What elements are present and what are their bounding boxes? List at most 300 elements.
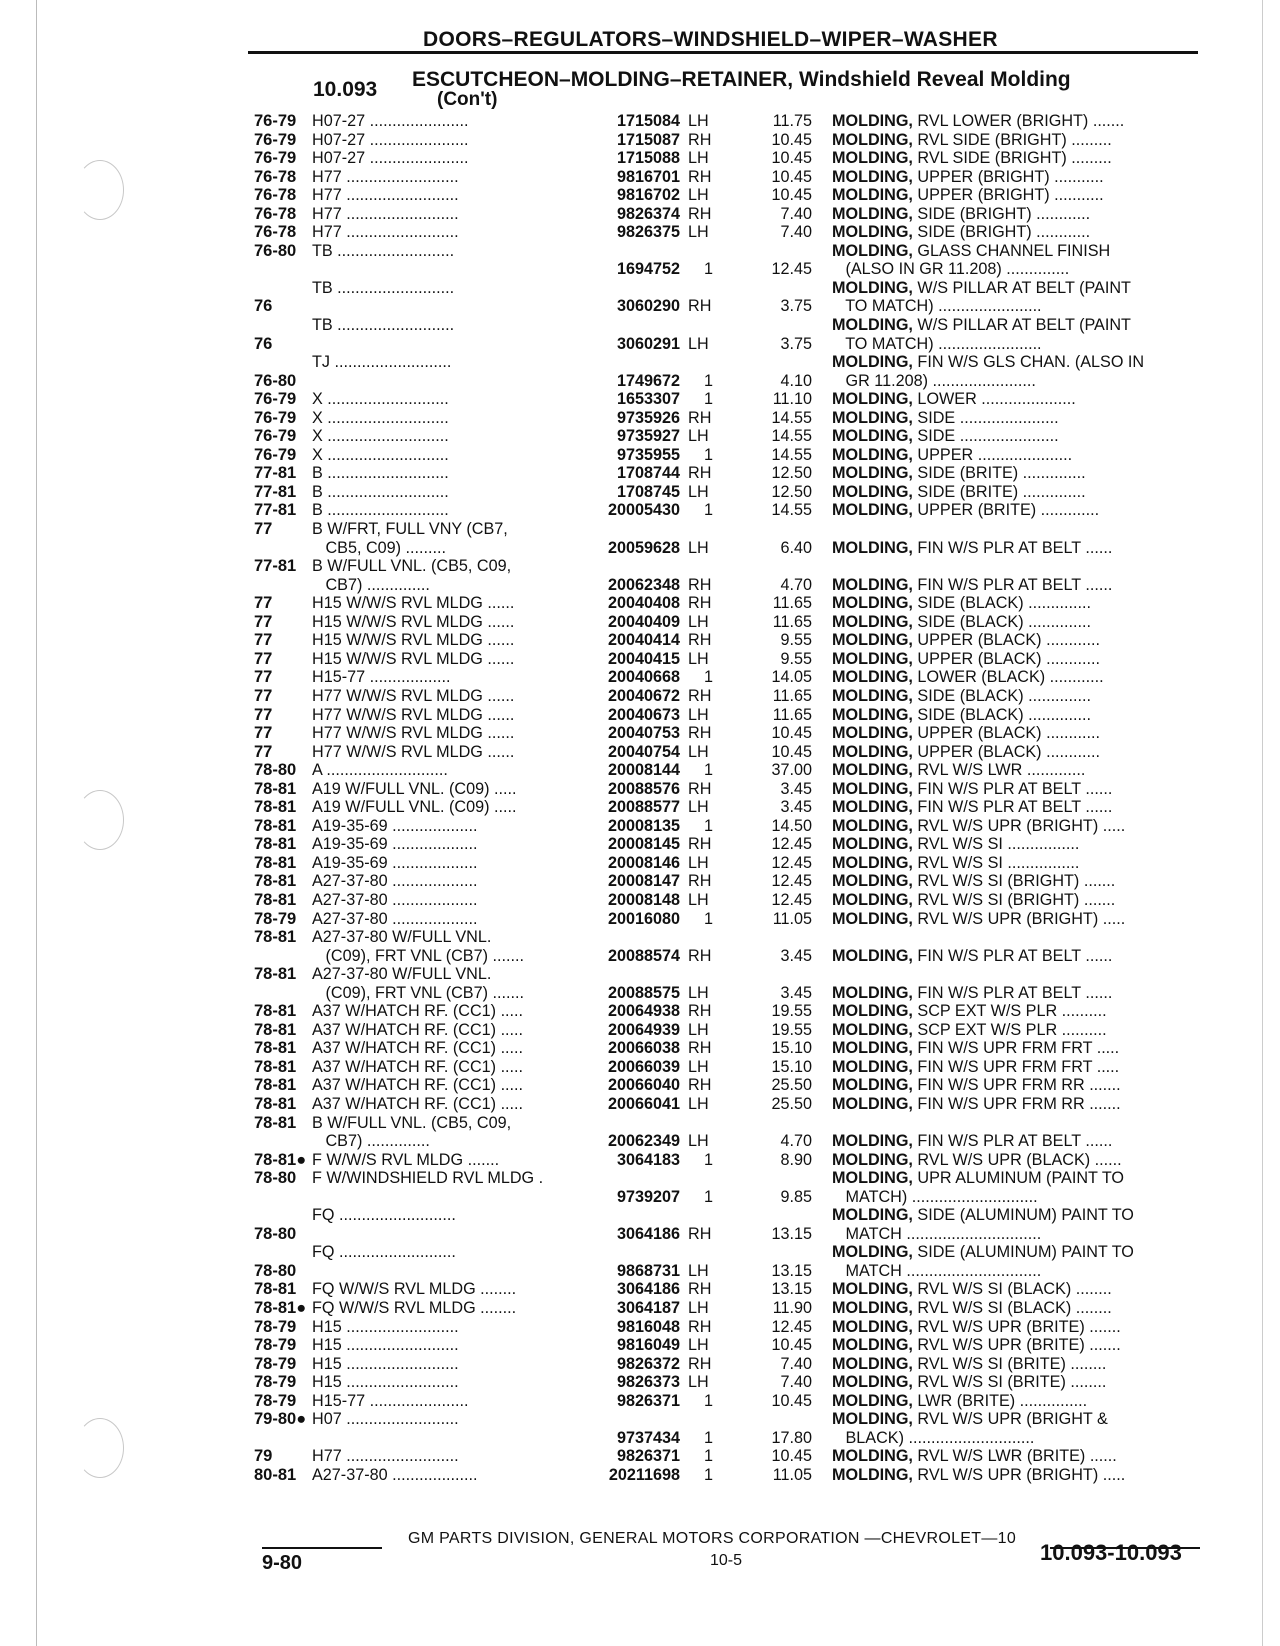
model-code: A27-37-80 ................... xyxy=(312,872,478,891)
part-number: 3060290 xyxy=(616,297,680,316)
quantity-side: LH xyxy=(688,853,709,872)
model-code: H15 ......................... xyxy=(312,1336,459,1355)
description: MOLDING, UPPER ..................... xyxy=(832,445,1073,464)
footer-section-range: 10.093-10.093 xyxy=(1040,1540,1182,1565)
model-code: B W/FRT, FULL VNY (CB7, CB5, C09) ......... xyxy=(312,520,508,557)
description: MOLDING, RVL LOWER (BRIGHT) ....... xyxy=(832,112,1125,130)
table-row xyxy=(0,1243,1280,1280)
part-number: 1708744 xyxy=(616,464,680,483)
header-rule xyxy=(248,51,1198,54)
model-year: 78-81 xyxy=(254,890,297,909)
model-code: H15 W/W/S RVL MLDG ...... xyxy=(312,649,515,668)
description: MOLDING, RVL W/S SI (BLACK) ........ xyxy=(832,1299,1112,1317)
model-year: 77 xyxy=(254,705,273,724)
model-year: 77 xyxy=(254,668,273,687)
description: MOLDING, FIN W/S PLR AT BELT ...... xyxy=(832,983,1113,1002)
description: MOLDING, SIDE ...................... xyxy=(832,427,1059,446)
table-row xyxy=(0,1151,1280,1170)
table-row xyxy=(0,780,1280,799)
price: 7.40 xyxy=(780,204,812,223)
price: 12.45 xyxy=(771,853,812,872)
price: 15.10 xyxy=(771,1039,812,1058)
price: 14.05 xyxy=(771,668,812,687)
part-number: 20064938 xyxy=(607,1002,680,1021)
quantity-side: 1 xyxy=(704,1447,714,1466)
price: 11.65 xyxy=(772,705,812,724)
model-year: 79-80● xyxy=(254,1410,307,1429)
table-row xyxy=(0,483,1280,502)
price: 11.05 xyxy=(772,1465,812,1484)
quantity-side: 1 xyxy=(704,1428,714,1447)
part-number: 9868731 xyxy=(616,1261,680,1280)
model-code: H07-27 ...................... xyxy=(312,130,469,149)
part-number: 9816701 xyxy=(616,167,680,186)
model-year: 78-81 xyxy=(254,965,297,984)
model-code: X ........................... xyxy=(312,390,449,409)
description: MOLDING, GLASS CHANNEL FINISH (ALSO IN GR 11.208) .............. xyxy=(832,241,1111,279)
table-row xyxy=(0,835,1280,854)
price: 3.75 xyxy=(780,334,812,353)
quantity-side: LH xyxy=(688,223,709,242)
part-number: 20016080 xyxy=(607,909,680,928)
quantity-side: RH xyxy=(688,204,712,223)
model-code: H77 ......................... xyxy=(312,167,459,186)
model-year: 78-80 xyxy=(254,1224,297,1243)
part-number: 9826371 xyxy=(616,1447,680,1466)
quantity-side: LH xyxy=(688,1373,709,1392)
table-row xyxy=(0,1410,1280,1447)
quantity-side: LH xyxy=(688,1261,709,1280)
price: 12.45 xyxy=(771,1317,812,1336)
part-number: 20040414 xyxy=(607,631,680,650)
model-year: 76-78 xyxy=(254,167,297,186)
model-code: H07-27 ...................... xyxy=(312,112,469,130)
table-row xyxy=(0,501,1280,520)
model-code: H77 W/W/S RVL MLDG ...... xyxy=(312,742,515,761)
table-row xyxy=(0,650,1280,669)
quantity-side: RH xyxy=(688,167,712,186)
model-year: 77-81 xyxy=(254,557,297,576)
model-code: A19-35-69 ................... xyxy=(312,816,478,835)
price: 13.15 xyxy=(771,1280,812,1299)
model-code: H07-27 ...................... xyxy=(312,149,469,168)
table-row xyxy=(0,1392,1280,1411)
quantity-side: RH xyxy=(688,130,712,149)
quantity-side: RH xyxy=(688,946,712,965)
part-number: 3064186 xyxy=(616,1280,680,1299)
model-year: 78-81 xyxy=(254,1076,297,1095)
description: MOLDING, RVL W/S LWR ............. xyxy=(832,761,1086,780)
table-row xyxy=(0,631,1280,650)
model-year: 78-81 xyxy=(254,1002,297,1021)
description: MOLDING, RVL W/S SI (BRIGHT) ....... xyxy=(832,872,1116,891)
part-number: 3060291 xyxy=(616,334,680,353)
model-year: 76-79 xyxy=(254,390,297,409)
model-code: A ........................... xyxy=(312,761,448,780)
model-code: X ........................... xyxy=(312,445,449,464)
price: 11.65 xyxy=(772,594,812,613)
part-number: 20040673 xyxy=(607,705,680,724)
part-number: 9816049 xyxy=(616,1336,680,1355)
model-year: 76-78 xyxy=(254,204,297,223)
model-year: 78-79 xyxy=(254,1354,297,1373)
model-year: 78-81 xyxy=(254,779,297,798)
model-year: 76-80 xyxy=(254,241,297,260)
quantity-side: RH xyxy=(688,1002,712,1021)
table-row xyxy=(0,613,1280,632)
part-number: 20008135 xyxy=(607,816,680,835)
quantity-side: LH xyxy=(688,427,709,446)
model-code: A27-37-80 W/FULL VNL. (C09), FRT VNL (CB7) ....... xyxy=(312,928,524,965)
section-number: 10.093 xyxy=(313,78,378,101)
part-number: 20008144 xyxy=(607,761,680,780)
price: 10.45 xyxy=(771,742,812,761)
model-code: A19-35-69 ................... xyxy=(312,853,478,872)
table-row xyxy=(0,1299,1280,1318)
table-row xyxy=(0,390,1280,409)
price: 3.75 xyxy=(780,297,812,316)
part-number: 20008146 xyxy=(607,853,680,872)
model-code: H15 W/W/S RVL MLDG ...... xyxy=(312,594,515,613)
table-row xyxy=(0,168,1280,187)
price: 37.00 xyxy=(771,761,812,780)
description: MOLDING, W/S PILLAR AT BELT (PAINT TO MATCH) ....................... xyxy=(832,278,1131,316)
price: 14.55 xyxy=(771,427,812,446)
model-code: F W/WINDSHIELD RVL MLDG . xyxy=(312,1169,544,1188)
quantity-side: RH xyxy=(688,408,712,427)
part-number: 1715088 xyxy=(616,149,680,168)
model-year: 76-79 xyxy=(254,445,297,464)
table-row xyxy=(0,798,1280,817)
price: 12.50 xyxy=(771,464,812,483)
model-year: 76-79 xyxy=(254,149,297,168)
table-row xyxy=(0,316,1280,353)
model-code: H77 W/W/S RVL MLDG ...... xyxy=(312,705,515,724)
footer-corporation: GM PARTS DIVISION, GENERAL MOTORS CORPORATION —CHEVROLET—10 xyxy=(408,1530,1017,1547)
price: 6.40 xyxy=(780,538,812,557)
description: MOLDING, SCP EXT W/S PLR .......... xyxy=(832,1020,1107,1039)
price: 3.45 xyxy=(780,798,812,817)
quantity-side: LH xyxy=(688,538,709,557)
price: 11.65 xyxy=(772,612,812,631)
quantity-side: RH xyxy=(688,594,712,613)
part-number: 20008148 xyxy=(607,890,680,909)
part-number: 20008145 xyxy=(607,835,680,854)
quantity-side: 1 xyxy=(704,390,714,409)
price: 15.10 xyxy=(771,1057,812,1076)
model-code: A19-35-69 ................... xyxy=(312,835,478,854)
table-row xyxy=(0,1058,1280,1077)
model-year: 78-81 xyxy=(254,798,297,817)
price: 11.90 xyxy=(772,1299,812,1317)
table-row xyxy=(0,1169,1280,1206)
part-number: 20066039 xyxy=(607,1057,680,1076)
part-number: 1694752 xyxy=(616,260,680,279)
quantity-side: LH xyxy=(688,798,709,817)
description: MOLDING, FIN W/S UPR FRM FRT ..... xyxy=(832,1057,1120,1076)
table-row xyxy=(0,279,1280,316)
part-number: 20059628 xyxy=(607,538,680,557)
model-year: 77 xyxy=(254,520,273,539)
part-number: 9826373 xyxy=(616,1373,680,1392)
description: MOLDING, W/S PILLAR AT BELT (PAINT TO MATCH) ....................... xyxy=(832,316,1131,353)
model-code: H77 ......................... xyxy=(312,223,459,242)
description: MOLDING, SIDE (BRITE) .............. xyxy=(832,482,1086,501)
part-number: 20066038 xyxy=(607,1039,680,1058)
price: 12.50 xyxy=(771,482,812,501)
quantity-side: RH xyxy=(688,779,712,798)
table-row xyxy=(0,427,1280,446)
part-number: 20088576 xyxy=(607,779,680,798)
table-row xyxy=(0,520,1280,557)
quantity-side: RH xyxy=(688,1354,712,1373)
part-number: 1715084 xyxy=(616,112,680,130)
quantity-side: LH xyxy=(688,112,709,130)
price: 9.55 xyxy=(780,649,812,668)
model-code: A27-37-80 W/FULL VNL. (C09), FRT VNL (CB7) ....... xyxy=(312,965,524,1002)
description: MOLDING, RVL W/S SI (BLACK) ........ xyxy=(832,1280,1112,1299)
description: MOLDING, SIDE ...................... xyxy=(832,408,1059,427)
table-row xyxy=(0,242,1280,279)
description: MOLDING, SIDE (ALUMINUM) PAINT TO MATCH .............................. xyxy=(832,1206,1134,1243)
model-code: H77 ......................... xyxy=(312,204,459,223)
price: 9.85 xyxy=(780,1187,812,1206)
quantity-side: RH xyxy=(688,1280,712,1299)
model-code: H15 ......................... xyxy=(312,1354,459,1373)
table-row xyxy=(0,1447,1280,1466)
description: MOLDING, UPPER (BRIGHT) ........... xyxy=(832,167,1104,186)
part-number: 1715087 xyxy=(616,130,680,149)
table-row xyxy=(0,1336,1280,1355)
price: 12.45 xyxy=(771,835,812,854)
model-year: 76 xyxy=(254,334,273,353)
model-code: X ........................... xyxy=(312,427,449,446)
price: 12.45 xyxy=(771,890,812,909)
section-title: ESCUTCHEON–MOLDING–RETAINER, Windshield Reveal Molding xyxy=(412,68,1071,91)
model-year: 77 xyxy=(254,686,273,705)
description: MOLDING, RVL W/S UPR (BRIGHT) ..... xyxy=(832,816,1126,835)
price: 7.40 xyxy=(780,1354,812,1373)
quantity-side: LH xyxy=(688,1299,709,1317)
price: 11.10 xyxy=(772,390,812,409)
quantity-side: 1 xyxy=(704,761,714,780)
table-row xyxy=(0,1076,1280,1095)
model-year: 78-80 xyxy=(254,1261,297,1280)
part-number: 1749672 xyxy=(616,371,680,390)
price: 25.50 xyxy=(771,1076,812,1095)
model-year: 77 xyxy=(254,649,273,668)
part-number: 20088575 xyxy=(607,983,680,1002)
model-code: B ........................... xyxy=(312,501,449,520)
footer-rule xyxy=(262,1547,382,1549)
price: 10.45 xyxy=(771,724,812,743)
quantity-side: LH xyxy=(688,482,709,501)
quantity-side: LH xyxy=(688,890,709,909)
table-row xyxy=(0,1114,1280,1151)
model-year: 78-79 xyxy=(254,1336,297,1355)
quantity-side: 1 xyxy=(704,816,714,835)
table-row xyxy=(0,186,1280,205)
description: MOLDING, RVL W/S UPR (BRIGHT) ..... xyxy=(832,1465,1126,1484)
quantity-side: RH xyxy=(688,686,712,705)
table-row xyxy=(0,872,1280,891)
part-number: 20040408 xyxy=(607,594,680,613)
price: 3.45 xyxy=(780,946,812,965)
part-number: 9735955 xyxy=(616,445,680,464)
model-code: B ........................... xyxy=(312,464,449,483)
description: MOLDING, FIN W/S UPR FRM FRT ..... xyxy=(832,1039,1120,1058)
description: MOLDING, SIDE (ALUMINUM) PAINT TO MATCH .............................. xyxy=(832,1243,1134,1280)
table-row xyxy=(0,891,1280,910)
price: 10.45 xyxy=(771,1391,812,1410)
description: MOLDING, UPR ALUMINUM (PAINT TO MATCH) ............................ xyxy=(832,1169,1125,1206)
model-year: 77 xyxy=(254,631,273,650)
table-row xyxy=(0,409,1280,428)
description: MOLDING, RVL W/S UPR (BLACK) ...... xyxy=(832,1150,1122,1169)
price: 11.05 xyxy=(772,909,812,928)
quantity-side: RH xyxy=(688,631,712,650)
description: MOLDING, UPPER (BLACK) ............ xyxy=(832,649,1101,668)
model-year: 76-80 xyxy=(254,371,297,390)
table-row xyxy=(0,854,1280,873)
table-row xyxy=(0,594,1280,613)
table-row xyxy=(0,928,1280,965)
quantity-side: 1 xyxy=(704,260,714,279)
description: MOLDING, RVL W/S UPR (BRITE) ....... xyxy=(832,1336,1121,1355)
part-number: 9816048 xyxy=(616,1317,680,1336)
price: 4.70 xyxy=(780,1132,812,1151)
description: MOLDING, LOWER ..................... xyxy=(832,390,1076,409)
part-number: 3064187 xyxy=(616,1299,680,1317)
table-row xyxy=(0,205,1280,224)
model-year: 78-81 xyxy=(254,1057,297,1076)
part-number: 20040672 xyxy=(607,686,680,705)
model-year: 78-81● xyxy=(254,1299,307,1317)
quantity-side: RH xyxy=(688,464,712,483)
price: 10.45 xyxy=(771,167,812,186)
quantity-side: RH xyxy=(688,835,712,854)
quantity-side: RH xyxy=(688,575,712,594)
model-year: 76-79 xyxy=(254,112,297,130)
model-code: H15-77 .................. xyxy=(312,668,451,687)
model-year: 78-80 xyxy=(254,761,297,780)
model-code: B W/FULL VNL. (CB5, C09, CB7) .............. xyxy=(312,557,512,594)
price: 3.45 xyxy=(780,779,812,798)
quantity-side: RH xyxy=(688,724,712,743)
quantity-side: LH xyxy=(688,705,709,724)
description: MOLDING, SIDE (BLACK) .............. xyxy=(832,594,1092,613)
description: MOLDING, UPPER (BLACK) ............ xyxy=(832,631,1101,650)
model-year: 78-80 xyxy=(254,1169,297,1188)
model-code: A37 W/HATCH RF. (CC1) ..... xyxy=(312,1094,524,1113)
price: 10.45 xyxy=(771,149,812,168)
table-row xyxy=(0,965,1280,1002)
table-row xyxy=(0,1206,1280,1243)
description: MOLDING, FIN W/S PLR AT BELT ...... xyxy=(832,798,1113,817)
model-year: 76 xyxy=(254,297,273,316)
description: MOLDING, RVL SIDE (BRIGHT) ......... xyxy=(832,149,1112,168)
quantity-side: LH xyxy=(688,1132,709,1151)
model-code: B W/FULL VNL. (CB5, C09, CB7) .............. xyxy=(312,1113,512,1151)
quantity-side: 1 xyxy=(704,909,714,928)
part-number: 20005430 xyxy=(607,501,680,520)
model-year: 78-79 xyxy=(254,1391,297,1410)
description: MOLDING, SIDE (BRIGHT) ............ xyxy=(832,204,1091,223)
description: MOLDING, UPPER (BLACK) ............ xyxy=(832,742,1101,761)
table-row xyxy=(0,1373,1280,1392)
quantity-side: LH xyxy=(688,186,709,205)
model-code: A37 W/HATCH RF. (CC1) ..... xyxy=(312,1076,524,1095)
model-year: 78-81● xyxy=(254,1150,307,1169)
description: MOLDING, FIN W/S UPR FRM RR ....... xyxy=(832,1094,1121,1113)
table-row xyxy=(0,149,1280,168)
description: MOLDING, RVL W/S SI ................ xyxy=(832,853,1080,872)
quantity-side: LH xyxy=(688,1094,709,1113)
model-year: 76-79 xyxy=(254,130,297,149)
model-year: 78-81 xyxy=(254,1094,297,1113)
description: MOLDING, FIN W/S PLR AT BELT ...... xyxy=(832,946,1113,965)
model-year: 78-81 xyxy=(254,872,297,891)
part-number: 9739207 xyxy=(616,1187,680,1206)
price: 13.15 xyxy=(771,1261,812,1280)
price: 14.50 xyxy=(771,816,812,835)
description: MOLDING, SIDE (BRIGHT) ............ xyxy=(832,223,1091,242)
quantity-side: RH xyxy=(688,1317,712,1336)
model-code: H15-77 ...................... xyxy=(312,1391,469,1410)
quantity-side: RH xyxy=(688,1224,712,1243)
model-year: 76-78 xyxy=(254,223,297,242)
description: MOLDING, FIN W/S GLS CHAN. (ALSO IN GR 11.208) ....................... xyxy=(832,353,1145,390)
part-number: 20064939 xyxy=(607,1020,680,1039)
price: 14.55 xyxy=(771,501,812,520)
parts-list xyxy=(0,112,1280,1484)
part-number: 20040668 xyxy=(607,668,680,687)
table-row xyxy=(0,1466,1280,1485)
description: MOLDING, LOWER (BLACK) ............ xyxy=(832,668,1104,687)
part-number: 20066040 xyxy=(607,1076,680,1095)
part-number: 20040409 xyxy=(607,612,680,631)
description: MOLDING, RVL W/S SI (BRITE) ........ xyxy=(832,1354,1107,1373)
quantity-side: 1 xyxy=(704,371,714,390)
table-row xyxy=(0,112,1280,131)
model-year: 76-79 xyxy=(254,427,297,446)
price: 8.90 xyxy=(780,1150,812,1169)
quantity-side: 1 xyxy=(704,501,714,520)
model-code: H07 ......................... xyxy=(312,1410,459,1429)
table-row xyxy=(0,464,1280,483)
model-code: FQ W/W/S RVL MLDG ........ xyxy=(312,1299,517,1317)
description: MOLDING, FIN W/S PLR AT BELT ...... xyxy=(832,1132,1113,1151)
part-number: 20062348 xyxy=(607,575,680,594)
table-row xyxy=(0,557,1280,594)
description: MOLDING, LWR (BRITE) ............... xyxy=(832,1391,1088,1410)
part-number: 20211698 xyxy=(608,1465,680,1484)
model-code: H15 ......................... xyxy=(312,1317,459,1336)
price: 12.45 xyxy=(771,872,812,891)
part-number: 9826371 xyxy=(616,1391,680,1410)
quantity-side: LH xyxy=(688,1336,709,1355)
quantity-side: LH xyxy=(688,1057,709,1076)
model-code: F W/W/S RVL MLDG ....... xyxy=(312,1150,500,1169)
model-code: TB .......................... xyxy=(312,241,455,260)
model-code: TB .......................... xyxy=(312,316,455,335)
part-number: 9735926 xyxy=(616,408,680,427)
description: MOLDING, SIDE (BLACK) .............. xyxy=(832,612,1092,631)
model-year: 78-79 xyxy=(254,1317,297,1336)
model-year: 78-81 xyxy=(254,1020,297,1039)
table-row xyxy=(0,706,1280,725)
price: 12.45 xyxy=(771,260,812,279)
